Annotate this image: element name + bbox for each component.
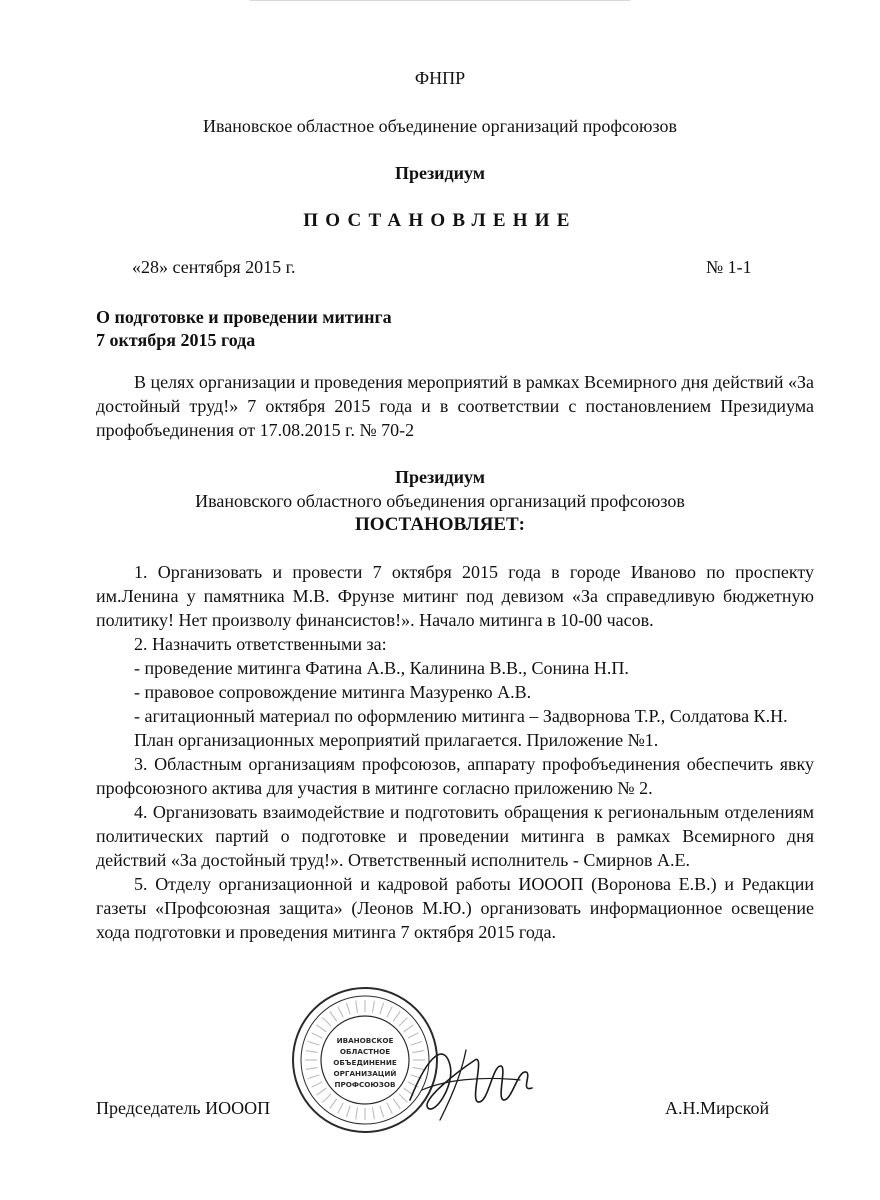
stamp-text-line: ОБЛАСТНОЕ [339,1047,391,1056]
handwritten-signature-icon [400,1030,540,1130]
document-number: № 1-1 [706,257,752,277]
org-full-name: Ивановское областное объединение организаций профсоюзов [203,116,677,136]
preamble-block [96,370,814,442]
resolution-header-verb: ПОСТАНОВЛЯЕТ: [354,514,526,535]
resolution-header-body: Президиум [394,467,486,487]
stamp-text-line: ОРГАНИЗАЦИЙ [333,1069,397,1078]
subject-line-1: О подготовке и проведении митинга [96,307,392,327]
stamp-text-line: ИВАНОВСКОЕ [336,1036,394,1045]
preamble-paragraph: В целях организации и проведения мероприятий в рамках Всемирного дня действий «За достойный труд!» 7 октября 2015 года и в соответствии с постановлением Президиума профобъединения от 17.08.2015 г. № 70-2 [96,372,814,440]
document-date: «28» сентября 2015 г. [132,257,296,277]
resolution-items [96,560,814,944]
stamp-text-line: ПРОФСОЮЗОВ [334,1080,396,1089]
org-short-name: ФНПР [414,68,466,88]
issuing-body: Президиум [394,163,486,183]
document-subject [96,306,392,352]
item-1: 1. Организовать и провести 7 октября 2015 года в городе Иваново по проспекту им.Ленина у памятника М.В. Фрунзе митинг под девизом «За справедливую бюджетную политику! Нет произволу финансистов!». Начало митинга в 10-00 часов. [96,562,814,630]
scan-edge-line [250,0,630,1]
item-2-a: - проведение митинга Фатина А.В., Калинина В.В., Сонина Н.П. [134,658,629,678]
resolution-header [0,465,880,537]
item-3: 3. Областным организациям профсоюзов, аппарату профобъединения обеспечить явку профсоюзного актива для участия в митинге согласно приложению № 2. [96,754,814,798]
subject-line-2: 7 октября 2015 года [96,330,256,350]
item-2-plan: План организационных мероприятий прилагается. Приложение №1. [134,730,659,750]
stamp-text-line: ОБЪЕДИНЕНИЕ [333,1058,397,1067]
item-2-c: - агитационный материал по оформлению митинга – Задворнова Т.Р., Солдатова К.Н. [134,706,788,726]
item-2-b: - правовое сопровождение митинга Мазуренко А.В. [134,682,532,702]
item-4: 4. Организовать взаимодействие и подготовить обращения к региональным отделениям политических партий о подготовке и проведении митинга в рамках Всемирного дня действий «За достойный труд!». Ответственный исполнитель - Смирнов А.Е. [96,802,814,870]
item-5: 5. Отделу организационной и кадровой работы ИОООП (Воронова Е.В.) и Редакции газеты «Профсоюзная защита» (Леонов М.Ю.) организовать информационное освещение хода подготовки и проведения митинга 7 октября 2015 года. [96,874,814,942]
resolution-header-org: Ивановского областного объединения организаций профсоюзов [195,491,685,511]
signatory-title: Председатель ИОООП [96,1098,271,1118]
item-2: 2. Назначить ответственными за: [134,634,387,654]
document-type: ПОСТАНОВЛЕНИЕ [303,210,577,231]
signatory-name: А.Н.Мирской [665,1098,770,1118]
